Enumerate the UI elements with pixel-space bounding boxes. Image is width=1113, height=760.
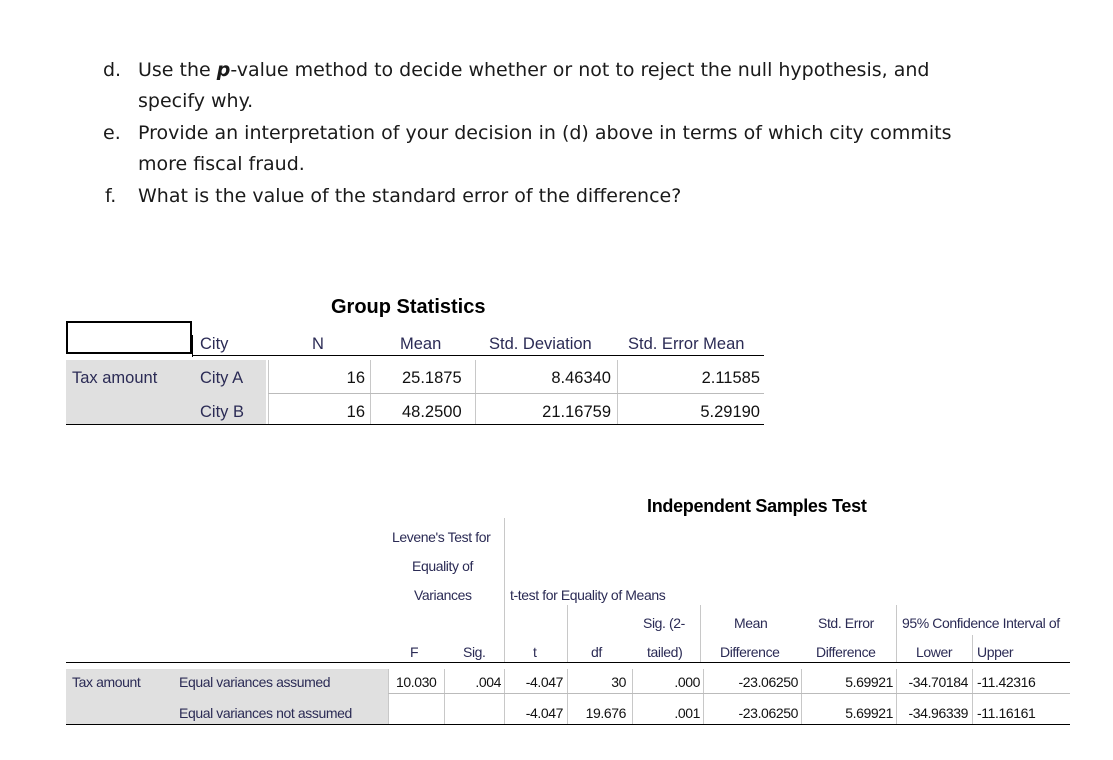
cell-t: -4.047 xyxy=(525,705,563,721)
row-label-not-assumed: Equal variances not assumed xyxy=(179,705,352,721)
cell-md: -23.06250 xyxy=(738,705,798,721)
question-letter: d. xyxy=(103,59,122,81)
divider xyxy=(703,669,704,724)
bottom-rule xyxy=(66,724,1070,725)
divider xyxy=(567,669,568,724)
divider xyxy=(370,360,371,424)
levene-header-line2: Equality of xyxy=(412,558,473,574)
cell-t: -4.047 xyxy=(525,674,563,690)
divider xyxy=(268,360,269,424)
cell-sed: 5.69921 xyxy=(845,705,893,721)
header-n: N xyxy=(312,335,324,353)
cell-sig2: .000 xyxy=(674,674,700,690)
cell-n: 16 xyxy=(346,369,365,387)
divider xyxy=(972,669,973,724)
question-text-post: -value method to decide whether or not to reject the null hypothesis, and xyxy=(230,59,930,81)
table-title: Group Statistics xyxy=(331,296,486,318)
divider xyxy=(192,335,193,357)
cell-df: 30 xyxy=(611,674,626,690)
levene-header-line3: Variances xyxy=(414,587,472,603)
divider xyxy=(972,635,973,663)
cell-sig: .004 xyxy=(475,674,501,690)
header-city: City xyxy=(200,335,229,353)
cell-sig2: .001 xyxy=(674,705,700,721)
header-t: t xyxy=(533,644,537,660)
divider xyxy=(632,669,633,724)
divider xyxy=(617,360,618,424)
divider xyxy=(896,669,897,724)
divider xyxy=(700,605,701,663)
cell-mean: 48.2500 xyxy=(402,403,462,421)
divider xyxy=(567,605,568,663)
question-letter: e. xyxy=(103,122,121,144)
cell-f: 10.030 xyxy=(396,674,437,690)
cell-lower: -34.96339 xyxy=(908,705,968,721)
bottom-rule xyxy=(66,424,764,425)
header-std-error-mean: Std. Error Mean xyxy=(628,335,745,353)
question-letter: f. xyxy=(105,185,117,207)
header-lower: Lower xyxy=(916,644,953,660)
cell-sed: 5.69921 xyxy=(845,674,893,690)
header-df: df xyxy=(591,644,602,660)
cell-lower: -34.70184 xyxy=(908,674,968,690)
header-sig2-line2: tailed) xyxy=(647,644,683,660)
divider xyxy=(475,360,476,424)
divider xyxy=(388,669,389,724)
row-label-assumed: Equal variances assumed xyxy=(179,674,331,690)
divider xyxy=(444,669,445,724)
cell-city: City A xyxy=(200,369,244,387)
row-label: Tax amount xyxy=(72,674,141,690)
cell-n: 16 xyxy=(346,403,365,421)
divider xyxy=(504,669,505,724)
ttest-header: t-test for Equality of Means xyxy=(510,587,666,603)
table-title: Independent Samples Test xyxy=(647,496,867,516)
header-sed-line2: Difference xyxy=(816,644,876,660)
cell-city: City B xyxy=(200,403,245,421)
header-rule xyxy=(192,355,764,356)
question-text-line2: specify why. xyxy=(138,90,254,112)
cell-mean: 25.1875 xyxy=(402,369,462,387)
divider xyxy=(504,518,505,663)
cell-upper: -11.16161 xyxy=(977,705,1036,721)
question-text-pre: Use the xyxy=(138,59,217,81)
divider xyxy=(896,605,897,663)
header-mean: Mean xyxy=(400,335,442,353)
question-text: Provide an interpretation of your decision in (d) above in terms of which city commits xyxy=(138,122,952,144)
header-md-line2: Difference xyxy=(720,644,780,660)
divider xyxy=(801,669,802,724)
row-rule xyxy=(268,393,764,394)
question-text: What is the value of the standard error of the difference? xyxy=(138,185,682,207)
cell-se: 2.11585 xyxy=(701,369,760,387)
question-text-line2: more fiscal fraud. xyxy=(138,153,305,175)
header-rule xyxy=(66,662,1070,663)
cell-md: -23.06250 xyxy=(738,674,798,690)
header-std-deviation: Std. Deviation xyxy=(489,335,592,353)
cell-se: 5.29190 xyxy=(700,403,760,421)
row-rule xyxy=(388,693,1070,694)
levene-header-line1: Levene's Test for xyxy=(392,529,491,545)
row-label: Tax amount xyxy=(72,369,158,387)
header-upper: Upper xyxy=(977,644,1014,660)
cell-sd: 8.46340 xyxy=(551,369,611,387)
empty-corner-cell xyxy=(66,321,192,354)
header-sed-line1: Std. Error xyxy=(818,615,874,631)
header-md-line1: Mean xyxy=(734,615,768,631)
cell-upper: -11.42316 xyxy=(977,674,1036,690)
p-emphasis: p xyxy=(216,59,231,81)
header-ci: 95% Confidence Interval of xyxy=(902,615,1060,631)
header-sig: Sig. xyxy=(463,644,486,660)
cell-sd: 21.16759 xyxy=(542,403,611,421)
header-f: F xyxy=(410,644,419,660)
cell-df: 19.676 xyxy=(585,705,626,721)
header-sig2-line1: Sig. (2- xyxy=(643,615,685,631)
